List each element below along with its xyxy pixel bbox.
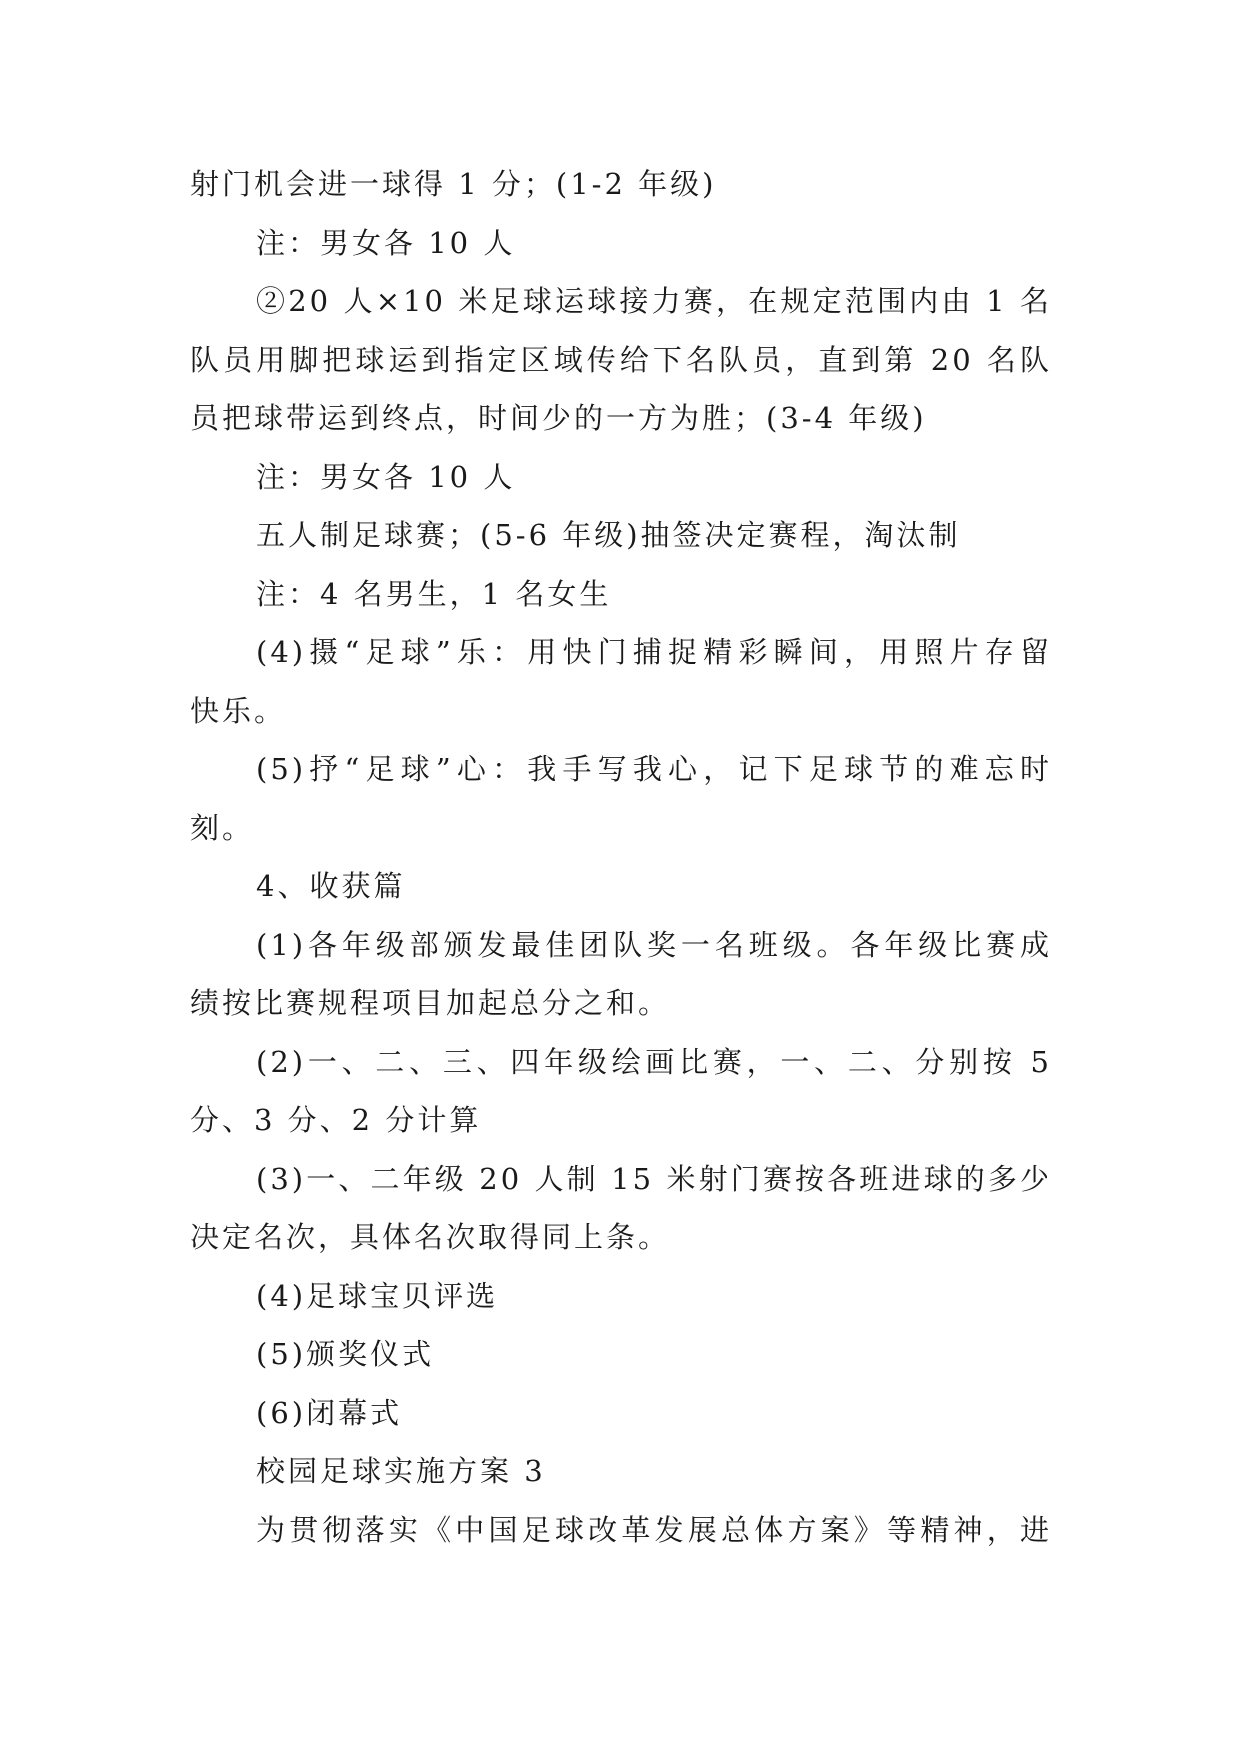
text-line: (6)闭幕式 (256, 1395, 403, 1430)
text-line: (1)各年级部颁发最佳团队奖一名班级。各年级比赛成 (256, 927, 1052, 962)
text-line: 分、3 分、2 分计算 (190, 1103, 482, 1137)
text-line: 队员用脚把球运到指定区域传给下名队员，直到第 20 名队 (190, 342, 1052, 377)
text-line: 员把球带运到终点，时间少的一方为胜；(3-4 年级) (190, 401, 927, 435)
text-line: 注：4 名男生，1 名女生 (256, 576, 612, 611)
document-body (190, 155, 1052, 1559)
text-line: (5)抒“足球”心：我手写我心，记下足球节的难忘时 (256, 752, 1052, 786)
text-line: 决定名次，具体名次取得同上条。 (190, 1220, 671, 1254)
text-line: 五人制足球赛；(5-6 年级)抽签决定赛程，淘汰制 (256, 518, 961, 552)
section-title: 校园足球实施方案 3 (256, 1454, 546, 1488)
text-line: 注：男女各 10 人 (256, 225, 516, 260)
text-line: 射门机会进一球得 1 分；(1-2 年级) (190, 167, 717, 201)
section-heading: 4、收获篇 (256, 869, 406, 903)
text-line: (2)一、二、三、四年级绘画比赛，一、二、分别按 5 (256, 1044, 1052, 1079)
text-line: (5)颁奖仪式 (256, 1337, 435, 1371)
text-line: 注：男女各 10 人 (256, 459, 516, 494)
text-line: (4)足球宝贝评选 (256, 1278, 499, 1313)
text-line: 快乐。 (190, 693, 287, 728)
text-line: 刻。 (190, 810, 255, 845)
text-line: (3)一、二年级 20 人制 15 米射门赛按各班进球的多少 (256, 1161, 1052, 1196)
text-line: (4)摄“足球”乐：用快门捕捉精彩瞬间，用照片存留 (256, 635, 1052, 669)
text-line: 为贯彻落实《中国足球改革发展总体方案》等精神，进 (256, 1512, 1052, 1547)
text-line: 绩按比赛规程项目加起总分之和。 (190, 986, 671, 1020)
text-line: ②20 人×10 米足球运球接力赛，在规定范围内由 1 名 (256, 284, 1052, 318)
